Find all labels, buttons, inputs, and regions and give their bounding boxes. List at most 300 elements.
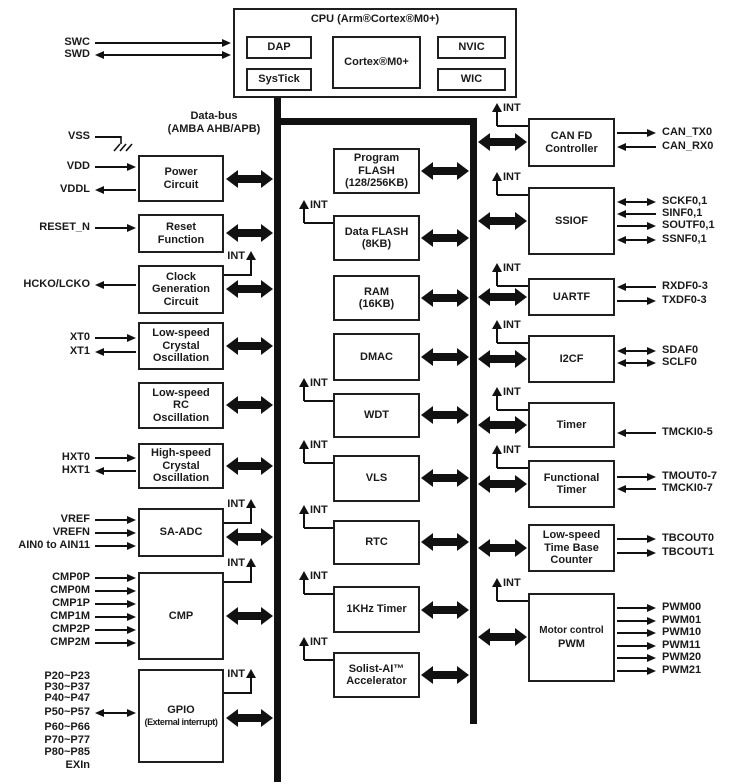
- signal-wire: [95, 545, 128, 547]
- block-label: Power: [164, 166, 198, 178]
- arrowhead-right-icon: [127, 163, 136, 171]
- block-systick: [246, 68, 312, 91]
- signal-wire: [95, 629, 128, 631]
- arrowhead-right-icon: [647, 629, 656, 637]
- block-label: Reset: [166, 221, 196, 233]
- int-wire: [304, 222, 333, 224]
- int-label: INT: [310, 504, 328, 516]
- bus-arrowhead-right-icon: [457, 348, 469, 366]
- block-label: Circuit: [163, 295, 199, 308]
- int-wire: [497, 342, 528, 344]
- bus-arrow-shaft: [237, 714, 262, 722]
- int-label: INT: [227, 668, 245, 680]
- block-functional: [528, 460, 615, 508]
- int-wire: [497, 600, 528, 602]
- int-arrowhead-up-icon: [492, 172, 502, 181]
- block-label: WDT: [363, 409, 390, 422]
- signal-wire: [617, 657, 648, 659]
- pin-label-cmp2m: CMP2M: [50, 636, 90, 648]
- bus-arrowhead-right-icon: [261, 709, 273, 727]
- pin-label-pwm21: PWM21: [662, 664, 702, 676]
- signal-wire: [103, 54, 223, 56]
- bus-arrowhead-right-icon: [457, 666, 469, 684]
- int-arrowhead-up-icon: [492, 103, 502, 112]
- int-wire: [497, 194, 528, 196]
- bus-arrow-shaft: [432, 353, 458, 361]
- pin-label-p40-p47: P40~P47: [44, 692, 90, 704]
- int-wire: [497, 409, 528, 411]
- bus-arrowhead-right-icon: [261, 607, 273, 625]
- int-wire: [224, 581, 252, 583]
- arrowhead-right-icon: [127, 600, 136, 608]
- block-label: (8KB): [361, 238, 392, 250]
- pin-label-tbcout0: TBCOUT0: [662, 532, 714, 544]
- block-label: DAP: [267, 41, 291, 54]
- bus-arrow-shaft: [432, 294, 458, 302]
- block-label: Timer: [556, 418, 587, 431]
- block-gpio: [138, 669, 224, 763]
- int-label: INT: [227, 498, 245, 510]
- pin-label-ssnf0-1: SSNF0,1: [662, 233, 707, 245]
- block-reset: [138, 214, 224, 253]
- pin-label-tbcout1: TBCOUT1: [662, 546, 714, 558]
- pin-label-vdd: VDD: [66, 160, 90, 172]
- bus-arrow-shaft: [489, 138, 516, 146]
- int-label: INT: [227, 557, 245, 569]
- pin-label-p70-p77: P70~P77: [44, 734, 90, 746]
- block-label: I2CF: [559, 352, 584, 365]
- arrowhead-right-icon: [647, 129, 656, 137]
- int-wire: [497, 125, 528, 127]
- block-label: NVIC: [458, 41, 485, 54]
- signal-wire: [617, 300, 648, 302]
- bus-arrowhead-right-icon: [515, 539, 527, 557]
- pin-label-soutf0-1: SOUTF0,1: [662, 219, 715, 231]
- block-high-speed: [138, 443, 224, 489]
- int-label: INT: [503, 386, 521, 398]
- int-label: INT: [503, 577, 521, 589]
- block-label: Timer: [556, 484, 587, 496]
- pin-label-sinf0-1: SINF0,1: [662, 207, 703, 219]
- arrowhead-right-icon: [127, 639, 136, 647]
- block-cortex-m0plus: [332, 36, 421, 89]
- int-arrowhead-up-icon: [299, 440, 309, 449]
- int-label: INT: [310, 199, 328, 211]
- signal-wire: [625, 146, 656, 148]
- pin-label-txdf0-3: TXDF0-3: [662, 294, 707, 306]
- pin-label-sdaf0: SDAF0: [662, 344, 699, 356]
- signal-wire: [617, 620, 648, 622]
- bus-arrow-shaft: [489, 217, 516, 225]
- signal-wire: [625, 286, 656, 288]
- block-label: Oscillation: [152, 472, 210, 485]
- int-arrowhead-up-icon: [492, 263, 502, 272]
- bus-arrowhead-right-icon: [261, 224, 273, 242]
- pin-label-p30-p37: P30~P37: [44, 681, 90, 693]
- bus-arrowhead-right-icon: [261, 170, 273, 188]
- signal-wire: [617, 552, 648, 554]
- signal-wire: [95, 337, 128, 339]
- block-motor-control: [528, 593, 615, 682]
- bus-arrowhead-right-icon: [261, 396, 273, 414]
- data-bus-left: [274, 98, 281, 782]
- signal-wire: [625, 239, 648, 241]
- int-arrowhead-up-icon: [246, 558, 256, 567]
- arrowhead-right-icon: [647, 297, 656, 305]
- block-solist-ai: [333, 652, 420, 698]
- block-label: High-speed: [151, 447, 211, 460]
- bus-arrow-shaft: [237, 285, 262, 293]
- pin-label-can-rx0: CAN_RX0: [662, 140, 714, 152]
- block-uartf: [528, 278, 615, 316]
- bus-arrow-shaft: [489, 355, 516, 363]
- bus-arrow-shaft: [237, 612, 262, 620]
- pin-label-tmcki0-5: TMCKI0-5: [662, 426, 713, 438]
- arrowhead-right-icon: [127, 613, 136, 621]
- int-wire: [304, 527, 333, 529]
- pin-label-sclf0: SCLF0: [662, 356, 697, 368]
- pin-label-cmp1p: CMP1P: [52, 597, 90, 609]
- arrowhead-right-icon: [647, 667, 656, 675]
- bus-arrowhead-right-icon: [515, 628, 527, 646]
- data-bus-label-line2: (AMBA AHB/APB): [167, 123, 261, 135]
- int-arrowhead-up-icon: [492, 387, 502, 396]
- block-label: Crystal: [162, 339, 200, 352]
- signal-wire: [95, 532, 128, 534]
- bus-arrowhead-right-icon: [457, 289, 469, 307]
- block-label: (External interrupt): [144, 717, 218, 727]
- block-low-speed: [528, 524, 615, 572]
- block-data-flash: [333, 215, 420, 261]
- block-label: Oscillation: [152, 352, 210, 365]
- signal-wire: [95, 227, 128, 229]
- int-arrowhead-up-icon: [246, 499, 256, 508]
- bus-arrow-shaft: [489, 480, 516, 488]
- int-label: INT: [503, 319, 521, 331]
- bus-arrow-shaft: [489, 293, 516, 301]
- block-clock: [138, 265, 224, 314]
- arrowhead-right-icon: [127, 542, 136, 550]
- arrowhead-right-icon: [127, 334, 136, 342]
- arrowhead-right-icon: [127, 587, 136, 595]
- int-arrowhead-up-icon: [246, 669, 256, 678]
- signal-wire: [625, 488, 656, 490]
- signal-wire: [103, 351, 136, 353]
- block-label: Counter: [550, 554, 593, 567]
- bus-arrow-shaft: [237, 342, 262, 350]
- pin-label-tmout0-7: TMOUT0-7: [662, 470, 717, 482]
- signal-wire: [103, 712, 128, 714]
- signal-wire: [95, 42, 223, 44]
- block-label: Function: [157, 233, 205, 246]
- block-dap: [246, 36, 312, 59]
- int-wire: [304, 462, 333, 464]
- bus-arrow-shaft: [237, 462, 262, 470]
- bus-arrowhead-right-icon: [457, 533, 469, 551]
- arrowhead-right-icon: [647, 222, 656, 230]
- block-label: Controller: [545, 142, 598, 155]
- bus-arrow-shaft: [432, 671, 458, 679]
- signal-wire: [625, 213, 656, 215]
- block-ram: [333, 275, 420, 321]
- int-arrowhead-up-icon: [299, 200, 309, 209]
- bus-arrow-shaft: [432, 474, 458, 482]
- block-vls: [333, 455, 420, 502]
- block-label: 1KHz Timer: [346, 603, 407, 616]
- bus-arrowhead-right-icon: [261, 457, 273, 475]
- pin-label-swd: SWD: [64, 48, 90, 60]
- block-ssiof: [528, 187, 615, 255]
- signal-wire: [617, 645, 648, 647]
- pin-label-pwm20: PWM20: [662, 651, 702, 663]
- signal-wire: [103, 189, 136, 191]
- cpu-title: CPU (Arm®Cortex®M0+): [310, 13, 440, 25]
- arrowhead-right-icon: [127, 529, 136, 537]
- signal-wire: [95, 519, 128, 521]
- pin-label-rxdf0-3: RXDF0-3: [662, 280, 708, 292]
- pin-label-tmcki0-7: TMCKI0-7: [662, 482, 713, 494]
- block-sa-adc: [138, 508, 224, 557]
- data-bus-label: [158, 110, 270, 136]
- block-wdt: [333, 393, 420, 438]
- block-label: SA-ADC: [159, 526, 203, 539]
- pin-label-xt0: XT0: [69, 331, 90, 343]
- int-wire: [224, 692, 252, 694]
- block-label: Solist-AI™: [348, 662, 405, 675]
- bus-arrowhead-right-icon: [261, 280, 273, 298]
- data-bus-label-line1: Data-bus: [190, 110, 238, 122]
- block-label: WIC: [460, 73, 483, 86]
- block-label: (128/256KB): [345, 177, 408, 190]
- arrowhead-right-icon: [127, 574, 136, 582]
- pin-label-reset-n: RESET_N: [39, 221, 90, 233]
- pin-label-hxt1: HXT1: [61, 464, 90, 476]
- arrowhead-right-icon: [647, 642, 656, 650]
- signal-wire: [617, 476, 648, 478]
- pin-label-can-tx0: CAN_TX0: [662, 126, 713, 138]
- signal-wire: [103, 470, 136, 472]
- signal-wire: [95, 642, 128, 644]
- int-label: INT: [503, 262, 521, 274]
- bus-arrowhead-right-icon: [515, 475, 527, 493]
- bus-arrowhead-right-icon: [457, 229, 469, 247]
- bus-arrow-shaft: [237, 229, 262, 237]
- int-arrowhead-up-icon: [492, 578, 502, 587]
- arrowhead-right-icon: [127, 516, 136, 524]
- int-label: INT: [310, 636, 328, 648]
- bus-arrowhead-right-icon: [515, 133, 527, 151]
- data-bus-right: [470, 118, 477, 724]
- bus-arrow-shaft: [237, 533, 262, 541]
- block-1khz-timer: [333, 586, 420, 633]
- int-wire: [224, 522, 252, 524]
- pin-label-exin: EXIn: [65, 759, 90, 771]
- signal-wire: [617, 538, 648, 540]
- int-wire: [304, 400, 333, 402]
- arrowhead-right-icon: [647, 236, 656, 244]
- block-dmac: [333, 333, 420, 381]
- block-label: Time Base: [544, 541, 599, 554]
- block-power: [138, 155, 224, 202]
- block-label: RTC: [365, 536, 388, 549]
- pin-label-vss: VSS: [67, 130, 90, 142]
- arrowhead-right-icon: [647, 535, 656, 543]
- bus-arrow-shaft: [432, 234, 458, 242]
- arrowhead-right-icon: [127, 224, 136, 232]
- signal-wire: [625, 201, 648, 203]
- bus-arrowhead-right-icon: [457, 406, 469, 424]
- block-low-speed: [138, 382, 224, 429]
- block-label: Low-speed: [542, 529, 601, 542]
- int-wire: [497, 467, 528, 469]
- pin-label-pwm11: PWM11: [662, 639, 701, 651]
- block-label: Functional: [543, 471, 600, 484]
- data-bus-horizontal: [274, 118, 477, 125]
- block-label: GPIO: [167, 703, 195, 716]
- pin-label-pwm00: PWM00: [662, 601, 702, 613]
- block-label: UARTF: [552, 290, 591, 303]
- ground-icon: [112, 136, 134, 153]
- block-label: Low-speed: [152, 386, 210, 399]
- pin-label-sckf0-1: SCKF0,1: [662, 195, 708, 207]
- block-label: VLS: [365, 472, 388, 485]
- int-arrowhead-up-icon: [492, 320, 502, 329]
- bus-arrow-shaft: [432, 411, 458, 419]
- int-arrowhead-up-icon: [299, 505, 309, 514]
- block-label: SysTick: [258, 73, 300, 86]
- pin-label-swc: SWC: [64, 36, 90, 48]
- signal-wire: [95, 616, 128, 618]
- arrowhead-right-icon: [647, 654, 656, 662]
- block-label: RC: [173, 399, 189, 412]
- pin-label-cmp1m: CMP1M: [50, 610, 90, 622]
- arrowhead-right-icon: [222, 39, 231, 47]
- block-label: Cortex®M0+: [344, 56, 409, 69]
- signal-wire: [95, 603, 128, 605]
- signal-wire: [617, 632, 648, 634]
- int-label: INT: [310, 377, 328, 389]
- pin-label-cmp0m: CMP0M: [50, 584, 90, 596]
- signal-wire: [95, 166, 128, 168]
- arrowhead-right-icon: [647, 549, 656, 557]
- bus-arrow-shaft: [237, 401, 262, 409]
- pin-label-vref: VREF: [60, 513, 90, 525]
- signal-wire: [95, 590, 128, 592]
- bus-arrowhead-right-icon: [457, 601, 469, 619]
- bus-arrow-shaft: [432, 538, 458, 546]
- int-arrowhead-up-icon: [299, 571, 309, 580]
- block-label: Crystal: [162, 459, 200, 472]
- block-label: Clock: [166, 270, 196, 283]
- arrowhead-right-icon: [647, 473, 656, 481]
- pin-label-pwm10: PWM10: [662, 626, 702, 638]
- pin-label-cmp2p: CMP2P: [52, 623, 90, 635]
- block-label: Program: [353, 152, 400, 165]
- block-can-fd: [528, 118, 615, 167]
- bus-arrowhead-right-icon: [457, 469, 469, 487]
- block-i2cf: [528, 335, 615, 383]
- block-label: Generation: [151, 283, 211, 296]
- int-arrowhead-up-icon: [299, 378, 309, 387]
- int-label: INT: [503, 171, 521, 183]
- bus-arrow-shaft: [489, 421, 516, 429]
- int-arrowhead-up-icon: [299, 637, 309, 646]
- arrowhead-right-icon: [647, 359, 656, 367]
- block-label: PWM: [558, 637, 585, 650]
- int-label: INT: [503, 444, 521, 456]
- bus-arrow-shaft: [489, 633, 516, 641]
- pin-label-hxt0: HXT0: [61, 451, 90, 463]
- block-label: Motor control: [539, 625, 604, 636]
- signal-wire: [625, 362, 648, 364]
- block-label: FLASH: [358, 164, 395, 177]
- pin-label-p20-p23: P20~P23: [44, 670, 90, 682]
- signal-wire: [95, 457, 128, 459]
- arrowhead-right-icon: [647, 617, 656, 625]
- block-cmp: [138, 572, 224, 660]
- arrowhead-right-icon: [127, 709, 136, 717]
- block-label: DMAC: [360, 350, 393, 363]
- bus-arrowhead-right-icon: [515, 350, 527, 368]
- bus-arrow-shaft: [432, 167, 458, 175]
- int-label: INT: [503, 102, 521, 114]
- block-rtc: [333, 520, 420, 565]
- block-label: SSIOF: [554, 214, 588, 227]
- arrowhead-right-icon: [127, 454, 136, 462]
- block-label: Oscillation: [152, 411, 210, 424]
- arrowhead-right-icon: [222, 51, 231, 59]
- int-wire: [304, 659, 333, 661]
- signal-wire: [625, 432, 656, 434]
- int-label: INT: [310, 570, 328, 582]
- signal-wire: [617, 607, 648, 609]
- block-nvic: [437, 36, 506, 59]
- arrowhead-right-icon: [647, 198, 656, 206]
- signal-wire: [617, 132, 648, 134]
- block-label: Low-speed: [152, 327, 210, 340]
- block-label: Data FLASH: [344, 225, 409, 238]
- pin-label-cmp0p: CMP0P: [52, 571, 90, 583]
- block-label: (16KB): [358, 298, 395, 310]
- block-label: CAN FD: [550, 130, 593, 142]
- bus-arrowhead-right-icon: [261, 337, 273, 355]
- block-wic: [437, 68, 506, 91]
- pin-label-vddl: VDDL: [60, 183, 90, 195]
- signal-wire: [625, 350, 648, 352]
- bus-arrowhead-right-icon: [515, 288, 527, 306]
- int-label: INT: [227, 250, 245, 262]
- block-timer: [528, 402, 615, 448]
- pin-label-ain0-to-ain11: AIN0 to AIN11: [18, 539, 90, 551]
- pin-label-xt1: XT1: [69, 345, 90, 357]
- signal-wire: [617, 225, 648, 227]
- int-wire: [304, 593, 333, 595]
- block-label: RAM: [363, 285, 390, 298]
- arrowhead-right-icon: [647, 604, 656, 612]
- pin-label-p50-p57: P50~P57: [44, 706, 90, 718]
- bus-arrow-shaft: [489, 544, 516, 552]
- int-label: INT: [310, 439, 328, 451]
- signal-wire: [103, 284, 136, 286]
- pin-label-p60-p66: P60~P66: [44, 721, 90, 733]
- bus-arrowhead-right-icon: [515, 416, 527, 434]
- int-wire: [497, 285, 528, 287]
- block-label: CMP: [168, 609, 194, 622]
- block-low-speed: [138, 322, 224, 370]
- int-arrowhead-up-icon: [492, 445, 502, 454]
- pin-label-p80-p85: P80~P85: [44, 746, 90, 758]
- bus-arrowhead-right-icon: [457, 162, 469, 180]
